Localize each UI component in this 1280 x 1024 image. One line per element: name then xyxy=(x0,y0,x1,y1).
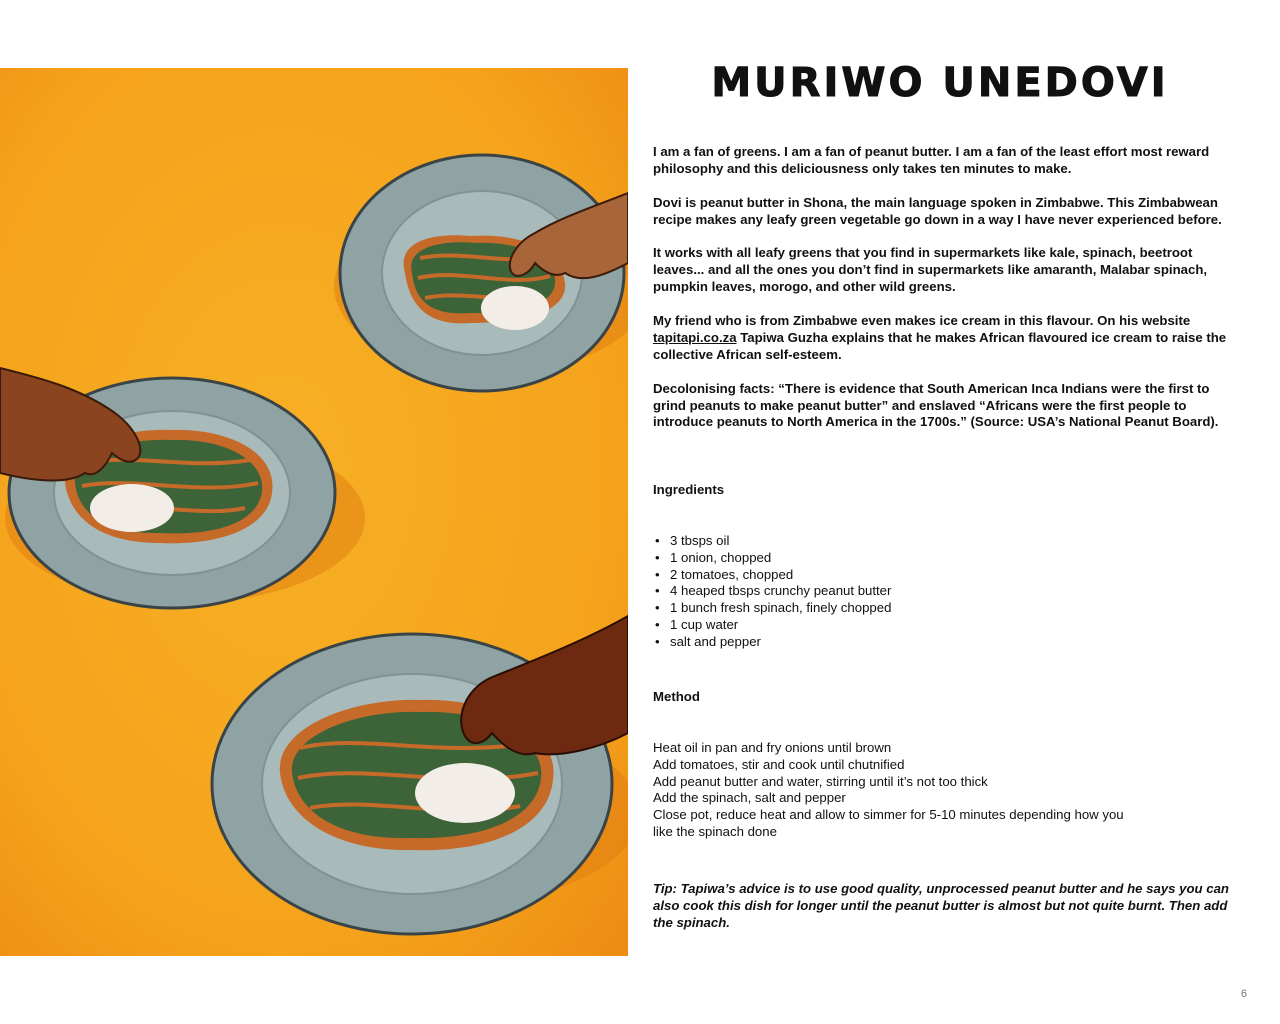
page-number: 6 xyxy=(1240,988,1247,1000)
method-step: Add tomatoes, stir and cook until chutnified xyxy=(653,756,905,772)
ingredient-item: • 1 cup water xyxy=(653,617,1243,634)
recipe-text xyxy=(653,144,1243,949)
friend-text-after: Tapiwa Guzha explains that he makes African flavoured ice cream to raise the collective African self-esteem. xyxy=(653,329,1227,362)
tapitapi-link[interactable]: tapitapi.co.za xyxy=(653,329,737,345)
friend-text-before: My friend who is from Zimbabwe even makes ice cream in this flavour. On his website xyxy=(653,313,1191,329)
intro-paragraph-3: It works with all leafy greens that you find in supermarkets like kale, spinach, beetroot leaves... and all the ones you don’t find in supermarkets like amaranth, Malabar spinach, pumpkin leaves, morogo, and other wild greens. xyxy=(653,245,1208,295)
method-step: like the spinach done xyxy=(653,824,777,840)
ingredient-item: • 1 onion, chopped xyxy=(653,550,1243,567)
facts-paragraph: Decolonising facts: “There is evidence that South American Inca Indians were the first to grind peanuts to make peanut butter” and enslaved “Africans were the first people to introduce peanuts to North America in the 1700s.” (Source: USA’s National Peanut Board). xyxy=(653,380,1219,430)
ingredients-heading: Ingredients xyxy=(653,482,725,498)
ingredient-item: • 1 bunch fresh spinach, finely chopped xyxy=(653,600,1243,617)
method-step: Add the spinach, salt and pepper xyxy=(653,790,846,806)
ingredient-item: • 4 heaped tbsps crunchy peanut butter xyxy=(653,583,1243,600)
recipe-title: MURIWO UNEDOVI xyxy=(711,60,1169,106)
food-illustration xyxy=(0,68,628,956)
friend-paragraph xyxy=(653,313,1243,364)
method-steps xyxy=(653,740,1243,841)
method-step: Heat oil in pan and fry onions until brown xyxy=(653,739,892,755)
intro-paragraph-1: I am a fan of greens. I am a fan of peanut butter. I am a fan of the least effort most reward philosophy and this deliciousness only takes ten minutes to make. xyxy=(653,144,1210,176)
tip-paragraph: Tip: Tapiwa’s advice is to use good quality, unprocessed peanut butter and he says you can also cook this dish for longer until the peanut butter is almost but not quite burnt. Then add the spinach. xyxy=(653,881,1229,930)
ingredient-item: • 3 tbsps oil xyxy=(653,533,1243,550)
ingredient-item: • salt and pepper xyxy=(653,634,1243,651)
method-step: Close pot, reduce heat and allow to simmer for 5-10 minutes depending how you xyxy=(653,807,1124,823)
ingredient-item: • 2 tomatoes, chopped xyxy=(653,567,1243,584)
method-heading: Method xyxy=(653,689,700,705)
intro-paragraph-2: Dovi is peanut butter in Shona, the main language spoken in Zimbabwe. This Zimbabwean recipe makes any leafy green vegetable go down in a way I have never experienced before. xyxy=(653,194,1222,227)
method-step: Add peanut butter and water, stirring until it’s not too thick xyxy=(653,773,988,789)
ingredients-list xyxy=(653,533,1243,651)
